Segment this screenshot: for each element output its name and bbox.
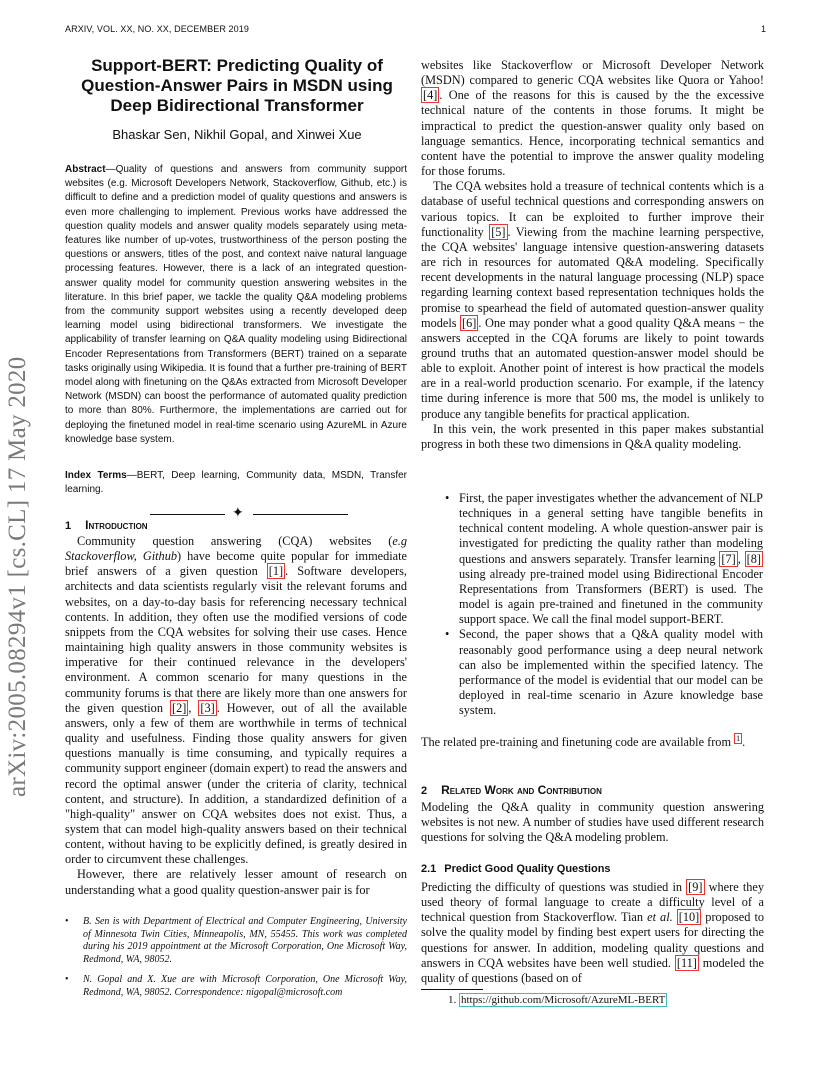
author-list: Bhaskar Sen, Nikhil Gopal, and Xinwei Xue xyxy=(112,127,362,142)
repository-link[interactable]: https://github.com/Microsoft/AzureML-BERT xyxy=(461,994,666,1006)
paragraph: Modeling the Q&A quality in community question answering websites is not new. A number of studies have used different research questions for solving the Q&A modeling problem. xyxy=(421,800,764,845)
contribution-list xyxy=(445,491,763,718)
separator-ornament-icon: ✦ xyxy=(232,505,244,521)
section-heading-related-work xyxy=(421,783,602,797)
affiliation-note: • N. Gopal and X. Xue are with Microsoft Corporation, One Microsoft Way, Redmond, WA, 98052. Correspondence: nigopal@microsoft.com xyxy=(65,974,407,999)
subsection-title: Predict Good Quality Questions xyxy=(444,863,611,875)
section-title: Introduction xyxy=(85,518,148,532)
citation-link[interactable]: [2] xyxy=(171,700,187,715)
paragraph: The related pre-training and finetuning code are available from $^1$ . xyxy=(421,734,746,750)
separator-line-left xyxy=(150,514,225,515)
subsection-heading xyxy=(421,863,611,875)
paragraph: However, there are relatively lesser amount of research on understanding what a good quality question-answer pair is for xyxy=(65,867,407,897)
paragraph: The CQA websites hold a treasure of technical contents which is a database of useful technical questions and corresponding answers on various topics. It can be exploited to further improve their functionality [5] . Viewing from the machine learning perspective, the CQA websites' language intensive question-answering datasets are rich in resources for automated Q&A modeling. Specifically recent developments in the natural language processing (NLP) space regarding learning context based representation techniques holds the promise to spearhead the field of automated question-answer quality models [6] . One may ponder what a good quality Q&A means − the answers accepted in the CQA forums are likely to point towards ground truths that an automated question-answer model should be able to exploit. Another point of interest is how practical the models are in a real-world production scenario. For example, if the latency time during inference is more that 500 ms, the model is unlikely to produce any tangible benefits for practical application. xyxy=(421,179,764,421)
subsection-number: 2.1 xyxy=(421,863,437,875)
citation-link[interactable]: [7] xyxy=(721,551,736,566)
citation-link[interactable]: [6] xyxy=(462,315,477,330)
citation-link[interactable]: [4] xyxy=(423,88,438,103)
intro-body xyxy=(65,534,407,898)
arxiv-stamp: arXiv:2005.08294v1 [cs.CL] 17 May 2020 xyxy=(4,356,31,797)
section-heading-introduction xyxy=(65,518,148,532)
section-number: 2 xyxy=(421,785,428,797)
citation-link[interactable]: [3] xyxy=(200,700,215,715)
list-item: • First, the paper investigates whether the advancement of NLP techniques in a general setting have tangible benefits in technical content modeling. A whole question-answer pair is investigated for predicting the quality rather than modeling questions and answers separately. Transfer learning [7] , [8] using already pre-trained model using Bidirectional Encoder Representations from Transformers (BERT) is used. The model is again pre-trained and finetuned in the community support space. We call the final model support-BERT. xyxy=(445,491,763,627)
list-item: • Second, the paper shows that a Q&A quality model with reasonably good performance using a deep neural network can also be implemented within the specified latency. The performance of the model is evidential that our model can be deployed in real-time scenario in Azure knowledge base system. xyxy=(445,627,763,718)
citation-link[interactable]: [1] xyxy=(268,564,284,579)
paragraph: Community question answering (CQA) websites (e.g Stackoverflow, Github) have become quite popular for immediate brief answers of a given question [1] . Software developers, architects and data scientists regularly visit the relevant forums and websites, on a day-to-day basis for referencing necessary technical contents. In addition, they often use the modified versions of code snippets from the CQA websites for solving their use cases. Hence maintaining high quality answers in those community websites is imperative for their continued relevance in the developers' environment. A common scenario for many questions in the community forums is that there are likely more than one answers for the given question [2] , [3] . However, out of all the available answers, only a few of them are worthwhile in terms of technical quality and usefulness. Finding those quality answers for given questions manually is time consuming, and typically requires a community support engineer (domain expert) to read the answers and record the optimal answer (under the criteria of clarity, technical content, and structure). In addition, a standardized definition of a "high-quality" answer on CQA websites does not exist. Thus, a system that can model high-quality answers based on their technical content, without having to be explicitly defined, is greatly desired in order to circumvent these challenges. xyxy=(65,534,407,867)
page-number: 1 xyxy=(760,24,766,34)
paper-title: Support-BERT: Predicting Quality of Question-Answer Pairs in MSDN using Deep Bidirectional Transformer xyxy=(81,56,393,115)
citation-link[interactable]: [9] xyxy=(688,880,703,894)
footnote-number: 1. xyxy=(448,994,457,1006)
related-work-intro xyxy=(421,800,764,845)
running-header: ARXIV, VOL. XX, NO. XX, DECEMBER 2019 xyxy=(65,24,249,34)
code-availability xyxy=(421,734,764,750)
abstract-label: Abstract xyxy=(65,164,106,175)
citation-link[interactable]: [8] xyxy=(746,551,761,566)
citation-link[interactable]: [5] xyxy=(491,224,506,239)
citation-link[interactable]: [11] xyxy=(676,955,697,970)
footnote-marker[interactable]: 1 xyxy=(736,734,741,743)
section-title: Related Work and Contribution xyxy=(441,783,602,797)
index-terms-text: —BERT, Deep learning, Community data, MSDN, Transfer learning. xyxy=(65,470,407,496)
abstract-text: —Quality of questions and answers from community support websites (e.g. Microsoft Developers Network, Stackoverflow, Github, etc.) is difficult to define and a prediction model of quality questions and answers is even more challenging to implement. Previous works have addressed the question quality models and answer quality models separately using meta-features like number of up-votes, trustworthiness of the person posting the questions or answers, titles of the post, and context naive natural language processing features. However, there is a lack of an integrated question-answer quality model for community question answering websites in the literature. In this brief paper, we tackle the quality Q&A modeling problems from the community support websites using a recently developed deep learning model using bidirectional transformers. We investigate the applicability of transfer learning on Q&A quality modeling using Bidirectional Encoder Representations from Transformers (BERT) trained on a separate tasks originally using Wikipedia. It is found that a further pre-training of BERT model along with finetuning on the Q&As extracted from Microsoft Developer Network (MSDN) can boost the performance of automated quality prediction to more than 80%. Furthermore, the implementations are carried out for deploying the finetuned model in real-time scenario using AzureML in Azure knowledge base system. xyxy=(65,164,407,445)
paragraph: In this vein, the work presented in this paper makes substantial progress in both these two dimensions in Q&A quality modeling. xyxy=(421,421,764,451)
paragraph: websites like Stackoverflow or Microsoft Developer Network (MSDN) compared to generic CQA websites like Quora or Yahoo! [4] . One of the reasons for this is caused by the the excessive technical nature of the contents in those forums. It might be impractical to predict the question-answer quality only based on language semantics. Hence, incorporating technical semantics and content have the potential to improve the answer quality modeling for those forums. xyxy=(421,58,764,179)
paragraph: Predicting the difficulty of questions was studied in [9] where they used theory of formal language to create a difficulty level of a technical question from Stackoverflow. Tian et al. [10] proposed to solve the quality model by finding best expert users for directing the questions for answer. In addition, modeling quality questions and answers in CQA websites have been well studied. [11] modeled the quality of questions (based on of xyxy=(421,880,765,985)
separator-line-right xyxy=(253,514,348,515)
right-column-body xyxy=(421,58,764,452)
bullet-icon: • xyxy=(445,627,450,642)
footnote xyxy=(448,994,667,1006)
abstract xyxy=(65,163,407,447)
citation-link[interactable]: [10] xyxy=(678,910,700,925)
index-terms-label: Index Terms xyxy=(65,470,127,481)
subsection-body xyxy=(421,880,764,986)
section-number: 1 xyxy=(65,520,72,532)
affiliation-note: • B. Sen is with Department of Electrical and Computer Engineering, University of Minnesota Twin Cities, Minneapolis, MN, 55455. This work was completed during his 2019 appointment at the Microsoft Corporation, One Microsoft Way, Redmond, WA, 98052. xyxy=(65,916,407,966)
footnote-rule xyxy=(421,989,483,990)
bullet-icon: • xyxy=(445,491,450,505)
index-terms xyxy=(65,469,407,497)
section-separator xyxy=(150,507,350,521)
author-affiliations xyxy=(65,916,407,1008)
